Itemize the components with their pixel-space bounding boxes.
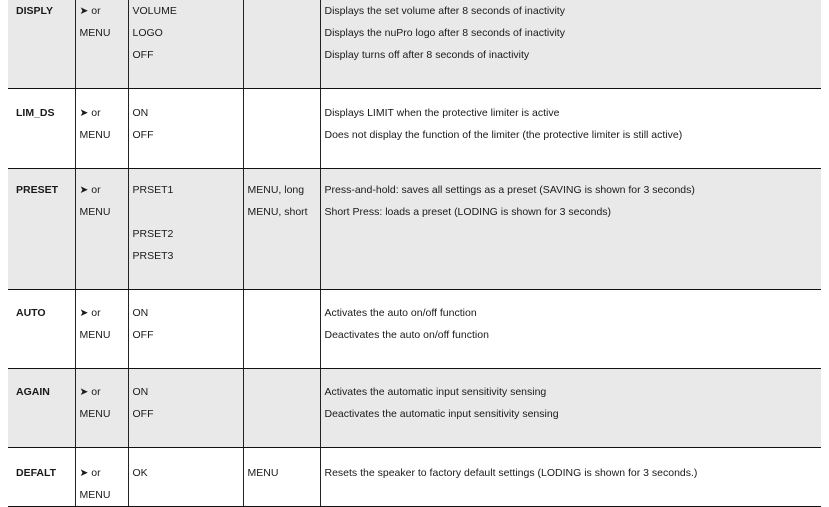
description-cell	[320, 0, 821, 89]
navigation-cell	[75, 369, 128, 448]
action-value: MENU	[247, 467, 279, 479]
action-value	[244, 324, 320, 346]
table-row	[8, 169, 821, 290]
table-row	[8, 448, 821, 507]
setting-name: DEFALT	[16, 467, 57, 479]
action-value	[244, 146, 320, 168]
description-text: Deactivates the auto on/off function	[324, 329, 489, 341]
action-value	[244, 102, 320, 124]
or-label: or	[91, 467, 101, 479]
setting-name: PRESET	[16, 184, 59, 196]
setting-name-cell	[8, 169, 75, 290]
action-cell	[243, 448, 320, 507]
menu-label: MENU	[79, 129, 111, 141]
navigation-hint	[76, 302, 128, 324]
menu-label: MENU	[79, 206, 111, 218]
description-text: Deactivates the automatic input sensitivity sensing	[324, 408, 559, 420]
or-label: or	[91, 184, 101, 196]
option-value: OFF	[132, 408, 154, 420]
action-value	[244, 0, 320, 22]
arrow-right-icon: ➤	[79, 107, 89, 119]
or-label: or	[91, 107, 101, 119]
description-cell	[320, 169, 821, 290]
description-cell	[320, 290, 821, 369]
arrow-right-icon: ➤	[79, 5, 89, 17]
setting-name-cell	[8, 369, 75, 448]
action-cell	[243, 89, 320, 169]
navigation-hint	[76, 179, 128, 201]
navigation-cell	[75, 290, 128, 369]
action-value	[244, 403, 320, 425]
setting-name: AGAIN	[16, 386, 50, 398]
option-value: ON	[132, 307, 149, 319]
description-text	[321, 66, 822, 88]
option-value: OFF	[132, 129, 154, 141]
option-value: PRSET1	[132, 184, 174, 196]
navigation-hint	[76, 462, 128, 484]
description-text: Displays LIMIT when the protective limiter is active	[324, 107, 560, 119]
action-value	[244, 223, 320, 245]
or-label: or	[91, 307, 101, 319]
option-value	[129, 267, 243, 289]
navigation-hint	[76, 0, 128, 22]
option-value	[129, 66, 243, 88]
options-cell	[128, 369, 243, 448]
option-value: OK	[132, 467, 148, 479]
description-text	[321, 425, 822, 447]
action-value	[244, 267, 320, 289]
action-value	[244, 302, 320, 324]
action-value	[244, 124, 320, 146]
option-value: OFF	[132, 329, 154, 341]
table-row	[8, 89, 821, 169]
setting-name-cell	[8, 448, 75, 507]
navigation-cell	[75, 0, 128, 89]
navigation-hint	[76, 381, 128, 403]
option-value: LOGO	[132, 27, 163, 39]
description-text: Activates the auto on/off function	[324, 307, 477, 319]
description-text	[321, 245, 822, 267]
menu-label: MENU	[79, 329, 111, 341]
description-text: Display turns off after 8 seconds of inactivity	[324, 49, 530, 61]
action-value	[244, 484, 320, 506]
option-value: OFF	[132, 49, 154, 61]
options-cell	[128, 0, 243, 89]
navigation-cell	[75, 448, 128, 507]
table-row	[8, 290, 821, 369]
setting-name: LIM_DS	[16, 107, 55, 119]
navigation-cell	[75, 169, 128, 290]
setting-name-cell	[8, 0, 75, 89]
setting-name-cell	[8, 89, 75, 169]
description-text	[321, 267, 822, 289]
setting-name-cell	[8, 290, 75, 369]
action-value	[244, 66, 320, 88]
option-value: VOLUME	[132, 5, 177, 17]
setting-name: AUTO	[16, 307, 46, 319]
action-cell	[243, 169, 320, 290]
action-cell	[243, 0, 320, 89]
option-value	[129, 201, 243, 223]
description-text: Activates the automatic input sensitivity sensing	[324, 386, 547, 398]
navigation-hint	[76, 102, 128, 124]
option-value: ON	[132, 107, 149, 119]
menu-label: MENU	[79, 27, 111, 39]
menu-label: MENU	[79, 489, 111, 501]
description-cell	[320, 448, 821, 507]
or-label: or	[91, 5, 101, 17]
option-value	[129, 484, 243, 506]
action-value	[244, 346, 320, 368]
arrow-right-icon: ➤	[79, 467, 89, 479]
description-text: Displays the set volume after 8 seconds of inactivity	[324, 5, 565, 17]
description-text	[321, 146, 822, 168]
action-value	[244, 22, 320, 44]
description-text: Resets the speaker to factory default settings (LODING is shown for 3 seconds.)	[324, 467, 698, 479]
action-value: MENU, short	[247, 206, 308, 218]
option-value: PRSET2	[132, 228, 174, 240]
action-value	[244, 381, 320, 403]
description-text: Short Press: loads a preset (LODING is shown for 3 seconds)	[324, 206, 612, 218]
options-cell	[128, 89, 243, 169]
options-cell	[128, 448, 243, 507]
action-cell	[243, 290, 320, 369]
action-value	[244, 425, 320, 447]
option-value: PRSET3	[132, 250, 174, 262]
description-text	[321, 484, 822, 506]
arrow-right-icon: ➤	[79, 386, 89, 398]
setting-name: DISPLY	[16, 5, 53, 17]
table-row	[8, 369, 821, 448]
description-cell	[320, 89, 821, 169]
option-value	[129, 346, 243, 368]
description-text	[321, 346, 822, 368]
action-value: MENU, long	[247, 184, 305, 196]
table-row	[8, 0, 821, 89]
description-text: Does not display the function of the limiter (the protective limiter is still active)	[324, 129, 683, 141]
description-cell	[320, 369, 821, 448]
option-value	[129, 146, 243, 168]
option-value	[129, 425, 243, 447]
description-text	[321, 223, 822, 245]
action-cell	[243, 369, 320, 448]
action-value	[244, 44, 320, 66]
or-label: or	[91, 386, 101, 398]
options-cell	[128, 290, 243, 369]
arrow-right-icon: ➤	[79, 184, 89, 196]
description-text: Press-and-hold: saves all settings as a preset (SAVING is shown for 3 seconds)	[324, 184, 695, 196]
arrow-right-icon: ➤	[79, 307, 89, 319]
menu-label: MENU	[79, 408, 111, 420]
option-value: ON	[132, 386, 149, 398]
description-text: Displays the nuPro logo after 8 seconds of inactivity	[324, 27, 565, 39]
action-value	[244, 245, 320, 267]
options-cell	[128, 169, 243, 290]
navigation-cell	[75, 89, 128, 169]
